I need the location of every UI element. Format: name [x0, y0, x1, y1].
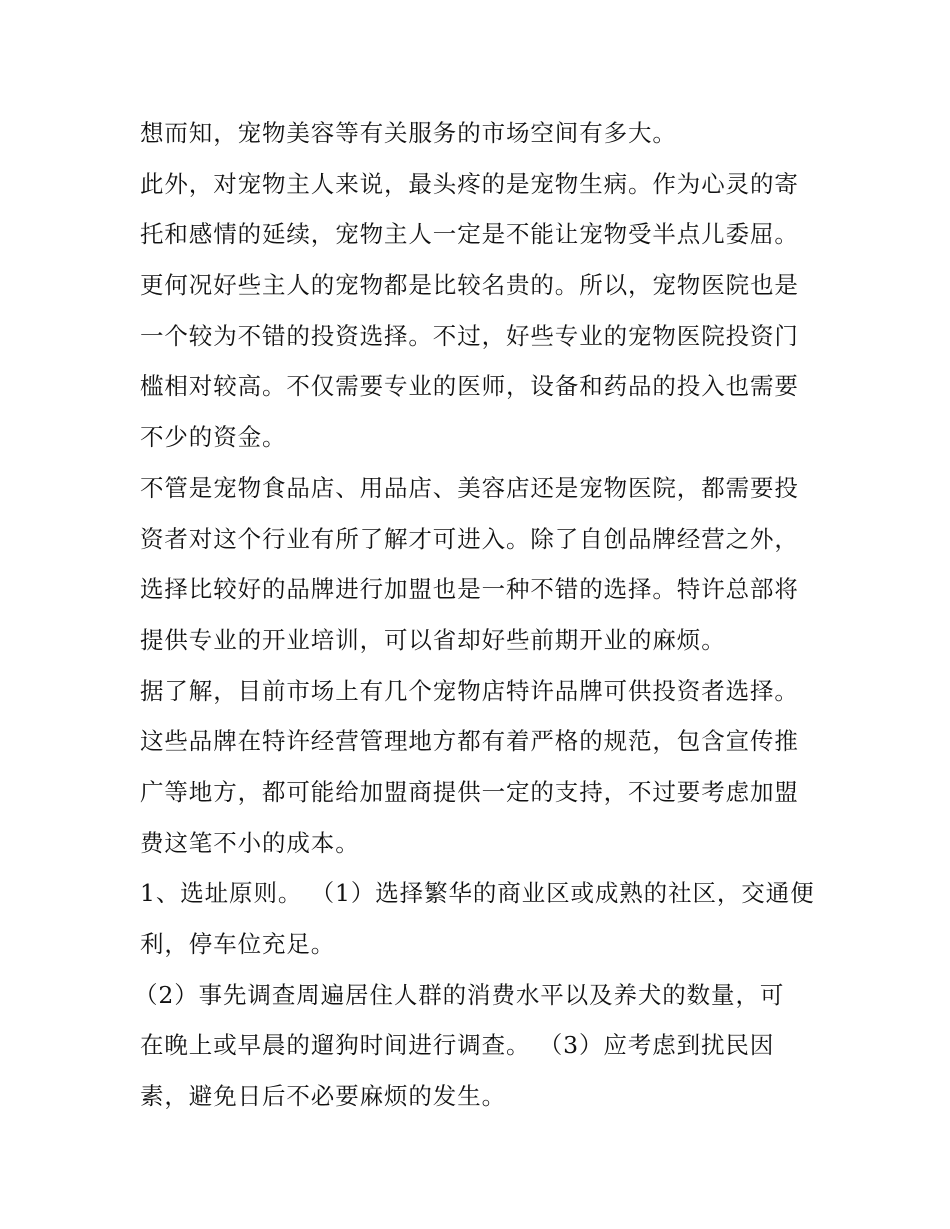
text-line: 在晚上或早晨的遛狗时间进行调查。 （3）应考虑到扰民因: [140, 1031, 775, 1060]
text-line: 提供专业的开业培训，可以省却好些前期开业的麻烦。: [140, 625, 726, 654]
text-line: 利，停车位充足。: [140, 930, 336, 958]
text-line: （2）事先调查周遍居住人群的消费水平以及养犬的数量，可: [134, 980, 785, 1009]
text-line: 槛相对较高。不仅需要专业的医师，设备和药品的投入也需要: [140, 372, 799, 401]
text-line: 据了解，目前市场上有几个宠物店特许品牌可供投资者选择。: [140, 676, 799, 705]
text-line: 更何况好些主人的宠物都是比较名贵的。所以，宠物医院也是: [140, 271, 799, 300]
text-line: 一个较为不错的投资选择。不过，好些专业的宠物医院投资门: [140, 321, 799, 350]
text-line: 选择比较好的品牌进行加盟也是一种不错的选择。特许总部将: [140, 575, 799, 604]
text-line: 此外，对宠物主人来说，最头疼的是宠物生病。作为心灵的寄: [140, 169, 799, 198]
text-line: 1、选址原则。 （1）选择繁华的商业区或成熟的社区，交通便: [140, 879, 815, 908]
text-line: 想而知，宠物美容等有关服务的市场空间有多大。: [140, 119, 677, 147]
text-line: 托和感情的延续，宠物主人一定是不能让宠物受半点儿委屈。: [140, 220, 799, 249]
text-line: 资者对这个行业有所了解才可进入。除了自创品牌经营之外，: [140, 524, 799, 553]
text-line: 不少的资金。: [140, 423, 287, 452]
text-line: 费这笔不小的成本。: [140, 828, 360, 857]
text-line: 不管是宠物食品店、用品店、美容店还是宠物医院，都需要投: [140, 473, 799, 502]
body-text: [134, 108, 820, 1122]
text-line: 素，避免日后不必要麻烦的发生。: [140, 1082, 506, 1111]
text-line: 广等地方，都可能给加盟商提供一定的支持，不过要考虑加盟: [140, 777, 799, 806]
text-line: 这些品牌在特许经营管理地方都有着严格的规范，包含宣传推: [140, 727, 799, 756]
